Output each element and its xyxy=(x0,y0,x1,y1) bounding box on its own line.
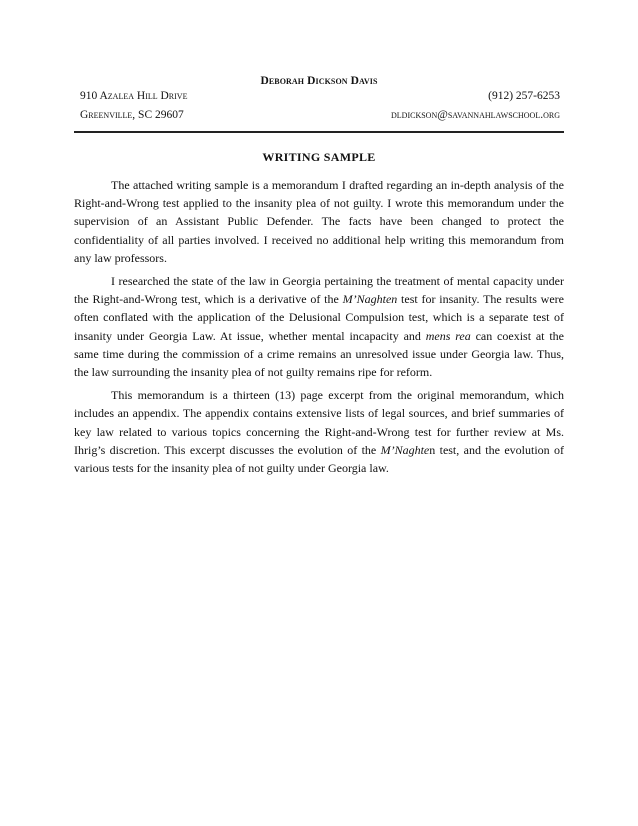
body-paragraph xyxy=(74,272,564,381)
phone-number: (912) 257-6253 xyxy=(488,90,560,102)
text-segment: I researched the state of the law in Georgia pertaining the treatment of mental capacity under the Right-and-Wrong test, which is a derivative of the xyxy=(74,274,564,307)
address-line-2: Greenville, SC 29607 xyxy=(80,109,184,121)
email-address: dldickson@savannahlawschool.org xyxy=(391,109,560,121)
italic-text-segment: M’Naghte xyxy=(380,442,430,457)
italic-text-segment: mens rea xyxy=(425,328,471,343)
document-title: WRITING SAMPLE xyxy=(262,150,376,164)
text-segment: can coexist at the same time during the commission of a crime remains an unresolved issue under Georgia law. Thus, the law surrounding the insanity plea of not guilty remains ripe for reform. xyxy=(74,328,564,380)
document-body xyxy=(74,176,564,482)
letterhead-name: Deborah Dickson Davis xyxy=(260,75,378,87)
italic-text-segment: M’Naghten xyxy=(342,292,398,307)
text-segment: This memorandum is a thirteen (13) page excerpt from the original memorandum, which includes an appendix. The appendix contains extensive lists of legal sources, and brief summaries of key law related to various topics concerning the Right-and-Wrong test for further review at Ms. Ihrig’s discretion. This excerpt discusses the evolution of the xyxy=(74,388,564,457)
text-segment: The attached writing sample is a memorandum I drafted regarding an in-depth analysis of the Right-and-Wrong test applied to the insanity plea of not guilty. I wrote this memorandum under the supervision of an Assistant Public Defender. The facts have been changed to protect the confidentiality of all parties involved. I received no additional help writing this memorandum from any law professors. xyxy=(74,178,564,265)
address-line-1: 910 Azalea Hill Drive xyxy=(80,90,188,102)
letterhead-divider xyxy=(74,131,564,133)
text-segment: n test, and the evolution of various tests for the insanity plea of not guilty under Georgia law. xyxy=(74,442,564,476)
body-paragraph xyxy=(74,176,564,267)
body-paragraph xyxy=(74,386,564,477)
text-segment: test for insanity. The results were often conflated with the application of the Delusional Compulsion test, which is a separate test of insanity under Georgia Law. At issue, whether mental incapacity and xyxy=(74,292,564,343)
